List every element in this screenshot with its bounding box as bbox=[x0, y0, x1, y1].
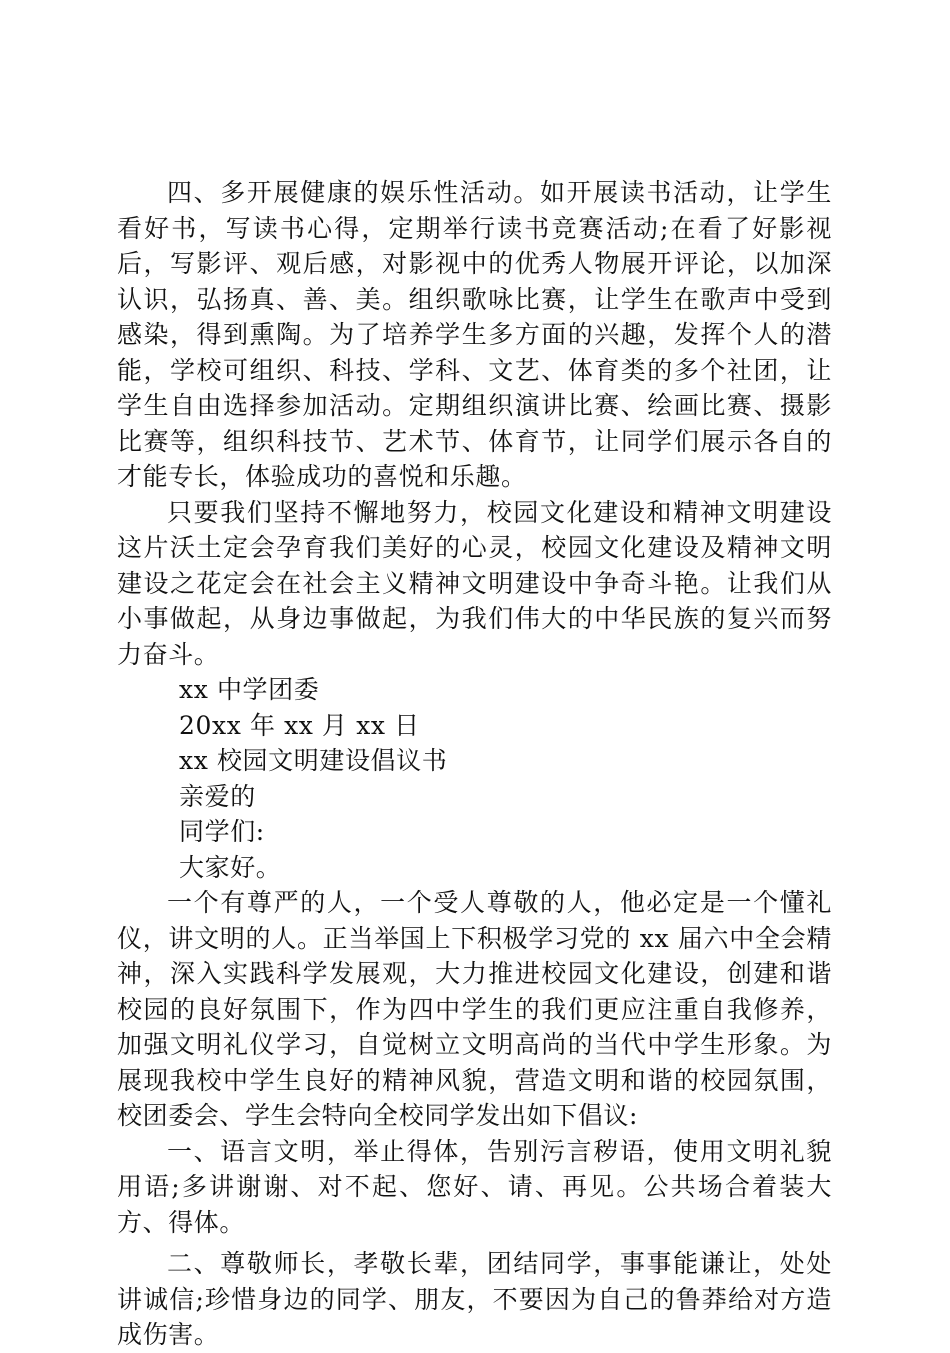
signature-date: 20xx 年 xx 月 xx 日 bbox=[179, 710, 420, 740]
proposal-item-2: 二、尊敬师长，孝敬长辈，团结同学，事事能谦让，处处讲诚信;珍惜身边的同学、朋友，不要因为自己的鲁莽给对方造成伤害。 bbox=[117, 1249, 832, 1349]
salutation-line-1: 亲爱的 bbox=[179, 781, 256, 811]
signature-organization: xx 中学团委 bbox=[179, 675, 320, 704]
proposal-item-1: 一、语言文明，举止得体，告别污言秽语，使用文明礼貌用语;多讲谢谢、对不起、您好、请、再见。公共场合着装大方、得体。 bbox=[117, 1136, 832, 1237]
salutation-line-2: 同学们: bbox=[179, 817, 265, 846]
paragraph-activities: 四、多开展健康的娱乐性活动。如开展读书活动，让学生看好书，写读书心得，定期举行读书竞赛活动;在看了好影视后，写影评、观后感，对影视中的优秀人物展开评论，以加深认识，弘扬真、善、美。组织歌咏比赛，让学生在歌声中受到感染，得到熏陶。为了培养学生多方面的兴趣，发挥个人的潜能，学校可组织、科技、学科、文艺、体育类的多个社团，让学生自由选择参加活动。定期组织演讲比赛、绘画比赛、摄影比赛等，组织科技节、艺术节、体育节，让同学们展示各自的才能专长，体验成功的喜悦和乐趣。 bbox=[117, 178, 832, 491]
paragraph-intro: 一个有尊严的人，一个受人尊敬的人，他必定是一个懂礼仪，讲文明的人。正当举国上下积极学习党的 xx 届六中全会精神，深入实践科学发展观，大力推进校园文化建设，创建和谐校园的良好氛围下，作为四中学生的我们更应注重自我修养，加强文明礼仪学习，自觉树立文明高尚的当代中学生形象。为展现我校中学生良好的精神风貌，营造文明和谐的校园氛围，校团委会、学生会特向全校同学发出如下倡议: bbox=[117, 888, 832, 1130]
document-body bbox=[117, 175, 832, 1353]
proposal-title: xx 校园文明建设倡议书 bbox=[179, 746, 448, 775]
paragraph-closing: 只要我们坚持不懈地努力，校园文化建设和精神文明建设这片沃土定会孕育我们美好的心灵，校园文化建设及精神文明建设之花定会在社会主义精神文明建设中争奇斗艳。让我们从小事做起，从身边事做起，为我们伟大的中华民族的复兴而努力奋斗。 bbox=[117, 497, 832, 669]
greeting: 大家好。 bbox=[179, 852, 282, 882]
